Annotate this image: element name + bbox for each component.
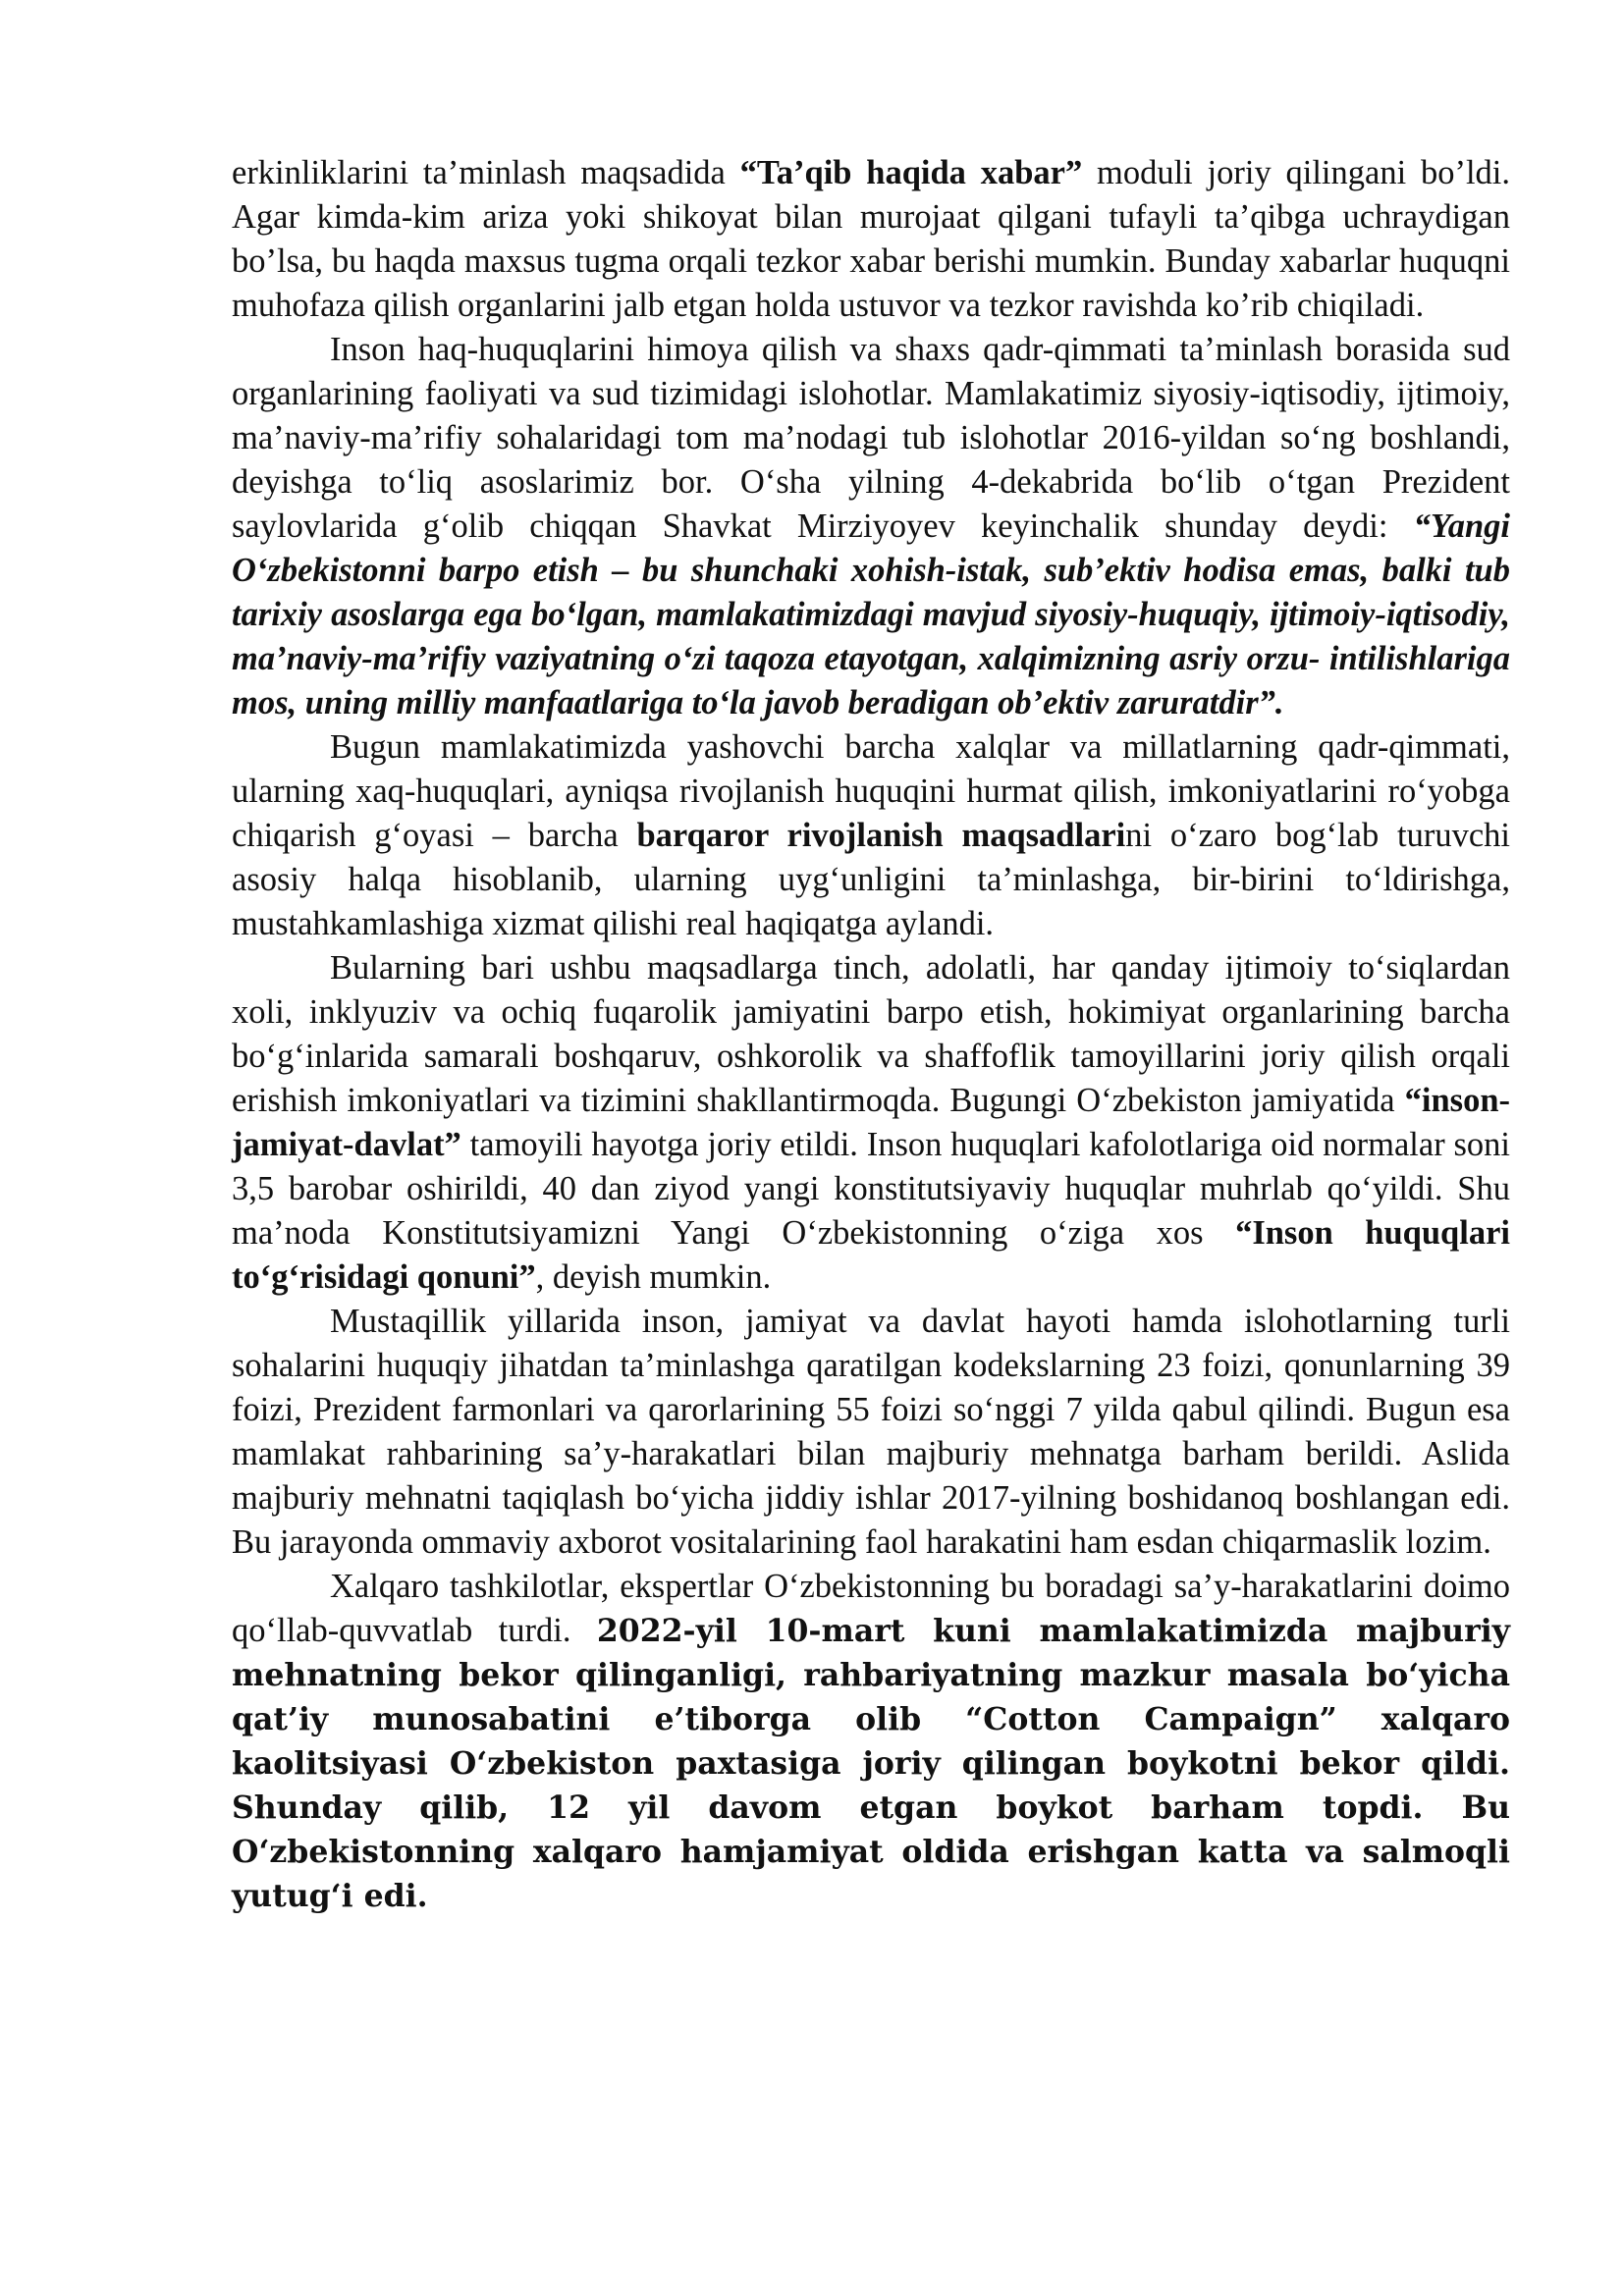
text-segment: Inson haq-huquqlarini himoya qilish va shaxs qadr-qimmati ta’minlash borasida sud organlarining faoliyati va sud tizimidagi islohotlar. Mamlakatimiz siyosiy-iqtisodiy, ijtimoiy, ma’naviy-ma’rifiy sohalaridagi tom ma’nodagi tub islohotlar 2016-yildan so‘ng boshlandi, deyishga to‘liq asoslarimiz bor. O‘sha yilning 4-dekabrida bo‘lib o‘tgan Prezident saylovlarida g‘olib chiqqan Shavkat Mirziyoyev keyinchalik shunday deydi: bbox=[232, 331, 1510, 545]
text-segment: Bugun mamlakatimizda yashovchi barcha xalqlar va millatlarning qadr-qimmati, ularning xaq-huquqlari, ayniqsa rivojlanish huquqini hurmat qilish, imkoniyatlarini ro‘yobga chiqarish g‘oyasi – barcha bbox=[232, 728, 1510, 854]
document-page bbox=[232, 151, 1510, 1918]
text-segment: tamoyili hayotga joriy etildi. Inson huquqlari kafolotlariga oid normalar soni 3,5 barobar oshirildi, 40 dan ziyod yangi konstitutsiyaviy huquqlar muhrlab qo‘yildi. Shu ma’noda Konstitutsiyamizni Yangi O‘zbekistonning o‘ziga xos bbox=[232, 1126, 1510, 1252]
text-segment: ni o‘zaro bog‘lab turuvchi asosiy halqa hisoblanib, ularning uyg‘unligini ta’minlashga, bir-birini to‘ldirishga, mustahkamlashiga xizmat qilishi real haqiqatga aylandi. bbox=[232, 817, 1511, 942]
paragraph-2 bbox=[232, 328, 1510, 725]
paragraph-1 bbox=[232, 151, 1510, 328]
text-segment: Xalqaro tashkilotlar, ekspertlar O‘zbekistonning bu boradagi sa’y-harakatlarini doimo qo‘llab-quvvatlab turdi. bbox=[232, 1568, 1510, 1649]
paragraph-5 bbox=[232, 1300, 1510, 1565]
paragraph-6 bbox=[232, 1565, 1510, 1918]
text-segment: erkinliklarini ta’minlash maqsadida bbox=[232, 154, 740, 191]
paragraph-4 bbox=[232, 946, 1510, 1300]
text-segment: Mustaqillik yillarida inson, jamiyat va davlat hayoti hamda islohotlarning turli sohalarini huquqiy jihatdan ta’minlashga qaratilgan kodekslarning 23 foizi, qonunlarning 39 foizi, Prezident farmonlari va qarorlarining 55 foizi so‘nggi 7 yilda qabul qilindi. Bugun esa mamlakat rahbarining sa’y-harakatlari bilan majburiy mehnatga barham berildi. Aslida majburiy mehnatni taqiqlash bo‘yicha jiddiy ishlar 2017-yilning boshidanoq boshlangan edi. Bu jarayonda ommaviy axborot vositalarining faol harakatini ham esdan chiqarmaslik lozim. bbox=[232, 1303, 1510, 1561]
paragraph-3 bbox=[232, 725, 1510, 946]
quote-bold-italic: “Yangi O‘zbekistonni barpo etish – bu shunchaki xohish-istak, sub’ektiv hodisa emas, balki tub tarixiy asoslarga ega bo‘lgan, mamlakatimizdagi mavjud siyosiy-huquqiy, ijtimoiy-iqtisodiy, ma’naviy-ma’rifiy vaziyatning o‘zi taqoza etayotgan, xalqimizning asriy orzu- intilishlariga mos, uning milliy manfaatlariga to‘la javob beradigan ob’ektiv zaruratdir”. bbox=[232, 507, 1510, 721]
text-segment: moduli joriy qilingani bo’ldi. Agar kimda-kim ariza yoki shikoyat bilan murojaat qilgani tufayli ta’qibga uchraydigan bo’lsa, bu haqda maxsus tugma orqali tezkor xabar berishi mumkin. Bunday xabarlar huquqni muhofaza qilish organlarini jalb etgan holda ustuvor va tezkor ravishda ko’rib chiqiladi. bbox=[232, 154, 1510, 324]
text-segment-bold: barqaror rivojlanish maqsadlari bbox=[636, 817, 1126, 854]
text-segment: , deyish mumkin. bbox=[535, 1258, 772, 1296]
text-segment-bold: “Ta’qib haqida xabar” bbox=[739, 154, 1083, 191]
text-segment-bold-final: 2022-yil 10-mart kuni mamlakatimizda majburiy mehnatning bekor qilinganligi, rahbariyatning mazkur masala bo‘yicha qat’iy munosabatini e’tiborga olib “Cotton Campaign” xalqaro kaolitsiyasi O‘zbekiston paxtasiga joriy qilingan boykotni bekor qildi. Shunday qilib, 12 yil davom etgan boykot barham topdi. Bu O‘zbekistonning xalqaro hamjamiyat oldida erishgan katta va salmoqli yutug‘i edi. bbox=[232, 1613, 1510, 1914]
text-segment-bold: “Inson huquqlari to‘g‘risidagi qonuni” bbox=[232, 1214, 1510, 1296]
text-segment: Bularning bari ushbu maqsadlarga tinch, adolatli, har qanday ijtimoiy to‘siqlardan xoli, inklyuziv va ochiq fuqarolik jamiyatini barpo etish, hokimiyat organlarining barcha bo‘g‘inlarida samarali boshqaruv, oshkorolik va shaffoflik tamoyillarini joriy qilish orqali erishish imkoniyatlari va tizimini shakllantirmoqda. Bugungi O‘zbekiston jamiyatida bbox=[232, 949, 1510, 1119]
text-segment-bold: “inson-jamiyat-davlat” bbox=[232, 1082, 1510, 1163]
